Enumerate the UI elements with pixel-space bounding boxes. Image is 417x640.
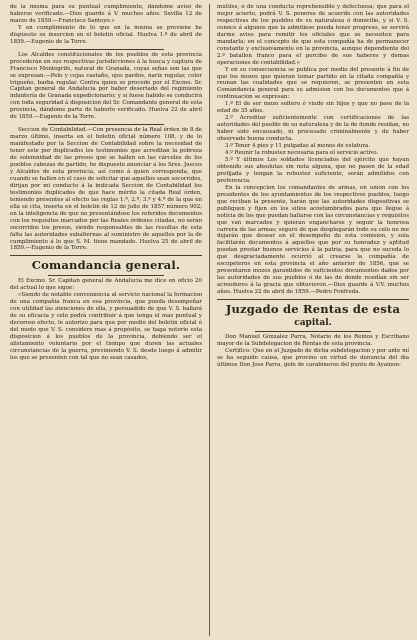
section-heading: Juzgado de Rentas de esta — [225, 302, 401, 317]
paragraph: Seccion de Contabilidad.—Con presencia de la Real órden de 8 de marzo último, inserta en el boletin oficial número 108, y de lo manifestado por la Seccion de Contabilidad sobre la necesidad de tener este por duplicados los testimonios que acreditan la pobreza de solemnidad de las presos que se hallen en las cárceles de los pueblos cabezas de partido, he dispuesto anunciar á los Sres. Jueces y Alcaldes de esta provincia, así como á quien corresponda, que cuando se hallen en el caso de solicitar que aquellos sean socorridos, dirijan por mi conducto á la indicada Seccion de Contabilidad los testimonios duplicados de que hace mérito la citada Real órden, teniendo presentes al efecto las reglas 1.ª, 2.ª, 3.ª y 4.ª de la que en ella se cita, inserta en el boletin de 12 de julio de 1857 número 902; en la inteligencia de que no presentándose los referidos documentos con los requisitos marcados por las Reales órdenes citadas, no serán socorridos los presos, siendo responsables de las resultas de esta falta las autoridades subalternas al suministro de aquellos por la de cumplimiento á lo que S. M. tiene mandado. Huelva 25 de abril de 1859.—Eugenio de la Torre. — [10, 127, 203, 252]
paragraph: 3.º Tener 4 pies y 11 pulgadas al menos de estatura. — [225, 143, 371, 150]
section-divider — [48, 49, 163, 50]
paragraph: En la concepcion los comandantes de armas, en union con los presidentes de los ayuntamientos de los respectivos pueblos, luego que reciban la presente, harán que las autoridades dispositivas se publiquen y fijen en los sitios acostumbrados para que llegue á noticia de los que puedan hallarse con las circunstancias y requisitos que van marcados y quieran engancharse y seguir la honrosa carrera de las armas; seguro de que desplegarán todo su celo no me dejarán que desear en el desempeño de esta comision, y sola facilitarán documentos á aquellos que por su honradez y aptitud puedan prestar buenos servicios á la patria, para que no suceda lo que desgraciadamente ocurrió al crearse la compañía de escopeteros en esta provincia el año anterior de 1856, que se presentaron mozos garantidos de suficientes documentos dados por las autoridades de sus pueblos ó de las de donde residían sin ser acreedores á la gracia que obtuvieron.—Dios guarde á V.V. muchos años. Huelva 22 de abril de 1859.—Pedro Fonfreda. — [217, 184, 410, 296]
paragraph: inútiles, ó de una conducta reprehensible y defectuosa; que para el mejor acierto, podrá V. S. ponerse de acuerdo con las autoridades respectivas de los pueblos de su naturaleza ó domicilio, y si V. S. conoce á algunos que la admitiese pueda tener progreso, se servirá darme aviso para remitir los oficiales que se necesiten para mandarla; en el concepto de que esta compañía ha de permanecer constante y exclusivamente en la provincia, aunque dependiente del 2.º batallon franco para el percibo de sus haberes y demas operaciones de contabilidad.» — [217, 4, 410, 66]
paragraph: Certifico: Que en el Juzgado de dicha subdelegacion y por ante mí se ha seguido causa, que provino en virtud de denuncia del dia últimos Don Jose Parra, gefe de carabineros del punto de Ayamon- — [217, 347, 410, 368]
paragraph: Los Alcaldes constitucionales de los pueblos de esta provincia procederán en sus respectivas jurisdicciones á la busca y captura de Francisco Montegrife, natural de Granada, cuyas señas son las que se expresan.—Pelo y cejas castaño, ojos pardos, nariz regular, color trigueño, barba regular. Contra quien se procede por el Excmo. Sr. Capitan general de Andalucia por haber desertado del regimiento infantería de Granada expedicionario; y si fuese habido se conducirá con toda seguridad á disposicion del Sr. Comandante general de esta provincia, dándome parte de haberlo verificado. Huelva 22 de abril de 1859.—Eugenio de la Torre. — [10, 51, 203, 121]
paragraph: Don Manuel Gonzalez Parra, Notario de los Reinos y Escribano mayor de la Subdelegacion de Rentas de esta provincia. — [217, 334, 410, 347]
section-divider — [217, 299, 409, 300]
paragraph: Y en su consecuencia se publica por medio del presente á fin de que los mozos que quieran tomar partido en la citada compañía y reunan las cualidades que se requieren, se presenten en esta Comandancia general para su admision con los documentos que á continuacion se expresan: — [217, 66, 410, 101]
section-divider — [48, 124, 163, 125]
section-divider — [48, 275, 163, 276]
paragraph: El Excmo. Sr. Capitan general de Andalucia me dice en oficio 20 del actual lo que sigue: — [10, 278, 203, 292]
paragraph: 1.º El de ser mozo soltero ó viudo sin hijos y que no pase de la edad de 35 años. — [217, 101, 410, 115]
left-column — [10, 4, 202, 636]
paragraph: 4.º Reunir la robustez necesaria para el servicio activo. — [225, 150, 379, 157]
paragraph: 2.º Acreditar suficientemente con certificaciones de las autoridades del pueblo de su naturaleza y de la de donde residan, no haber sido encausado, ni procesado criminalmente y de haber observado buena conducta. — [217, 115, 410, 143]
right-column — [217, 4, 409, 636]
paragraph: de la misma para su puntual cumplimiento, dándome aviso de haberse verificado.—Dios guarde á V. muchos años. Sevilla 12 de marzo de 1859.—Francisco Santoyo.» — [10, 4, 203, 24]
section-heading: Comandancia general. — [31, 258, 181, 273]
paragraph: «Siendo de notable conveniencia al servicio nacional la formacion de una compañia franca en esa provincia, que pueda desempeñar con utilidad las atenciones de ella, y persuadido de que V. S. hallará de su eficacia y celo podrá contribuir á que tenga el mas puntual y decoroso efecto, le autorizo para que por medio del boletin oficial ó del modo que V. S. considere mas á propósito, se haga notorio esta disposicion á los pueblos de la provincia, debiendo ser el alistamiento voluntario por el tiempo que duren las actuales circunstancias de la guerra, previniendo V. S. desde luego á admitir los que se presenten con tal que no sean casados, — [10, 292, 203, 361]
section-divider — [10, 255, 202, 256]
column-divider — [209, 4, 210, 636]
section-subheading: capital. — [294, 318, 332, 329]
paragraph: Y en cumplimiento de lo que en la misma se previene he dispuesto su insercion en el boletin oficial. Huelva 1.º de abril de 1859.—Eugenio de la Torre. — [10, 24, 203, 45]
paragraph: 5.º Y últimos Los soldados licenciados del ejército que hayan obtenido sus absolutas sin nota alguna, que no pasen de la edad prefijada y tengan la robustez suficiente, serán admitidos con preferencia. — [217, 156, 410, 184]
section-divider — [255, 331, 370, 332]
